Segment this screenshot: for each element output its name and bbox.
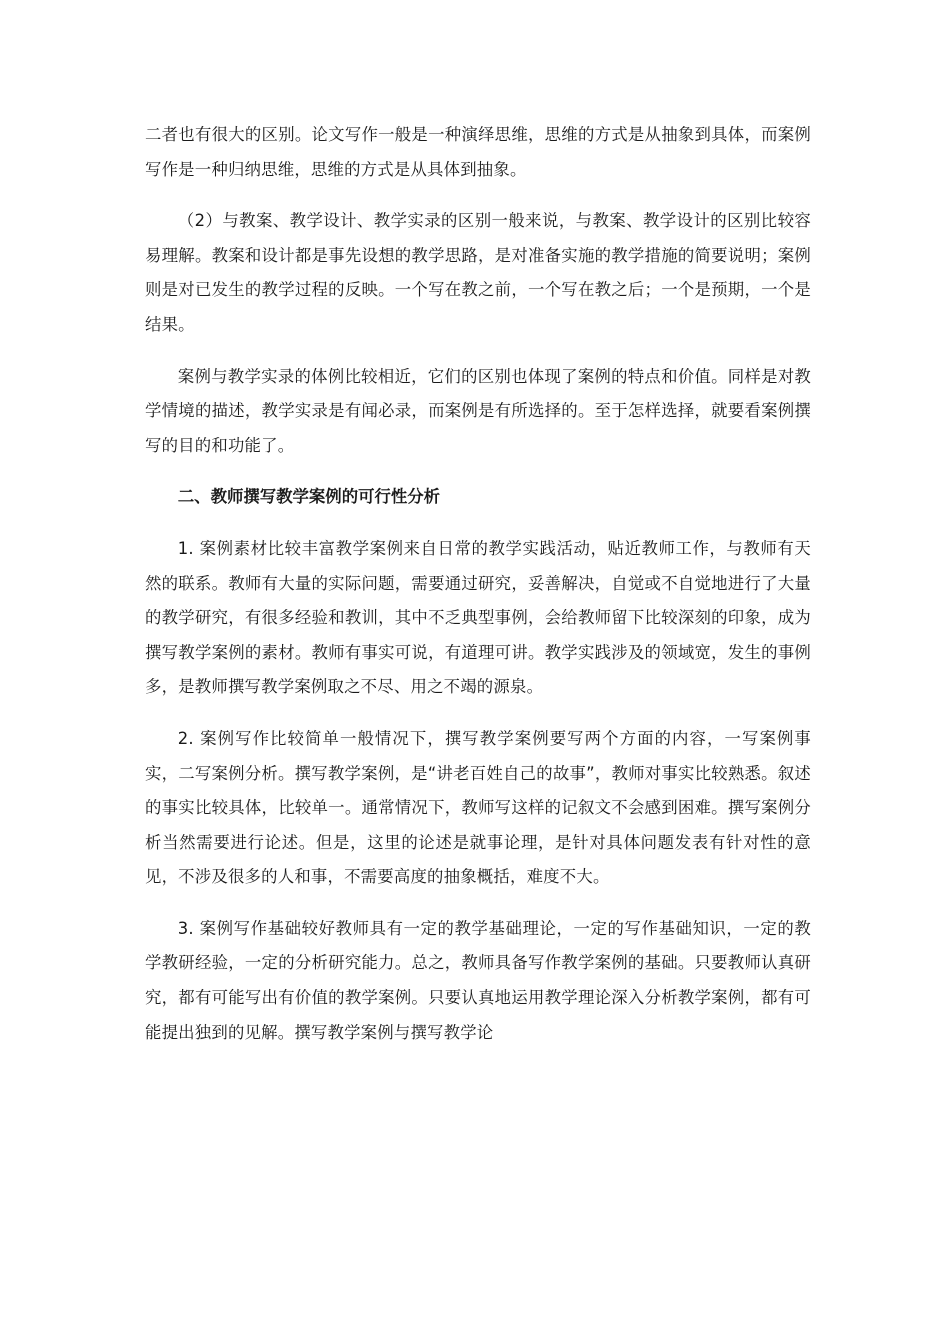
paragraph-3: 案例与教学实录的体例比较相近，它们的区别也体现了案例的特点和价值。同样是对教学情境的描述，教学实录是有闻必录，而案例是有所选择的。至于怎样选择，就要看案例撰写的目的和功能了。 [145,366,811,455]
paragraph-4: 1. 案例素材比较丰富教学案例来自日常的教学实践活动，贴近教师工作，与教师有天然的联系。教师有大量的实际问题，需要通过研究，妥善解决，自觉或不自觉地进行了大量的教学研究，有很多经验和教训，其中不乏典型事例，会给教师留下比较深刻的印象，成为撰写教学案例的素材。教师有事实可说，有道理可讲。教学实践涉及的领域宽，发生的事例多，是教师撰写教学案例取之不尽、用之不竭的源泉。 [145,538,811,697]
paragraph-1: 二者也有很大的区别。论文写作一般是一种演绎思维，思维的方式是从抽象到具体，而案例写作是一种归纳思维，思维的方式是从具体到抽象。 [145,125,811,179]
paragraph-2: （2）与教案、教学设计、教学实录的区别一般来说，与教案、教学设计的区别比较容易理解。教案和设计都是事先设想的教学思路，是对准备实施的教学措施的简要说明；案例则是对已发生的教学过程的反映。一个写在教之前，一个写在教之后；一个是预期，一个是结果。 [145,211,811,334]
paragraph-5: 2. 案例写作比较简单一般情况下，撰写教学案例要写两个方面的内容，一写案例事实，二写案例分析。撰写教学案例，是“讲老百姓自己的故事”，教师对事实比较熟悉。叙述的事实比较具体，比较单一。通常情况下，教师写这样的记叙文不会感到困难。撰写案例分析当然需要进行论述。但是，这里的论述是就事论理，是针对具体问题发表有针对性的意见，不涉及很多的人和事，不需要高度的抽象概括，难度不大。 [145,728,811,887]
section-heading: 二、教师撰写教学案例的可行性分析 [177,487,441,507]
document-page [145,118,811,1067]
paragraph-6: 3. 案例写作基础较好教师具有一定的教学基础理论，一定的写作基础知识，一定的教学教研经验，一定的分析研究能力。总之，教师具备写作教学案例的基础。只要教师认真研究，都有可能写出有价值的教学案例。只要认真地运用教学理论深入分析教学案例，都有可能提出独到的见解。撰写教学案例与撰写教学论 [145,918,811,1042]
